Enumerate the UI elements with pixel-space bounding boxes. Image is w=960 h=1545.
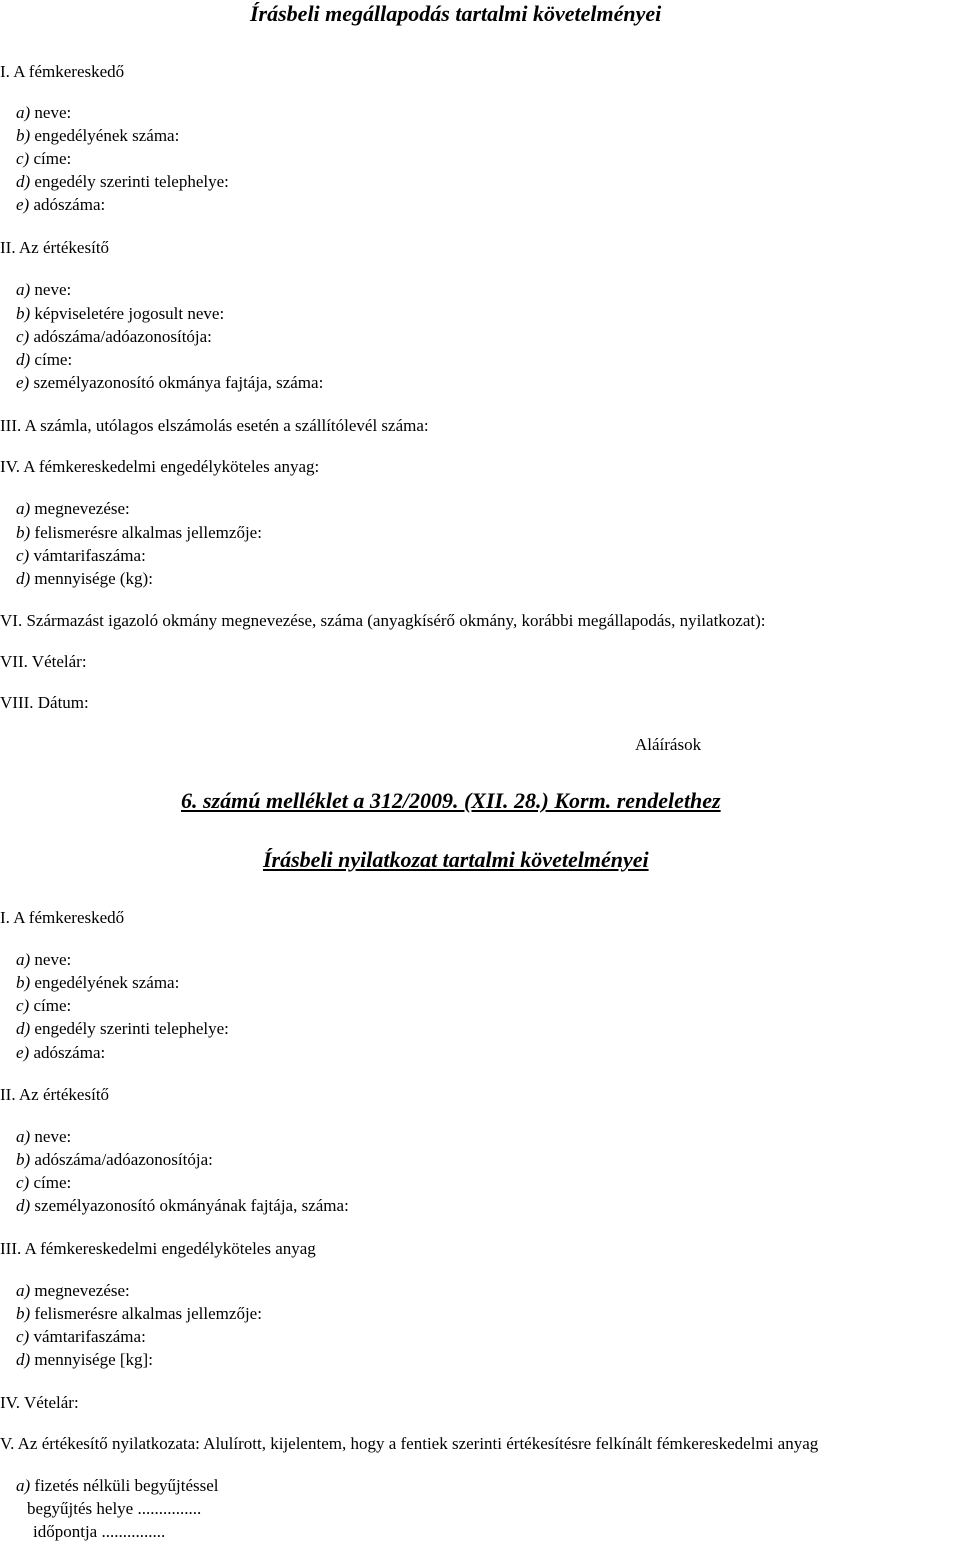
list-item: d) mennyisége [kg]: — [16, 1350, 153, 1369]
signatures-label: Aláírások — [635, 735, 702, 754]
list-item: b) adószáma/adóazonosítója: — [16, 1150, 213, 1169]
list-item: c) címe: — [16, 149, 72, 168]
option-a-line: a) fizetés nélküli begyűjtéssel — [16, 1476, 219, 1495]
annex-title: 6. számú melléklet a 312/2009. (XII. 28.) Korm. rendelethez — [181, 788, 721, 813]
form2-title: Írásbeli nyilatkozat tartalmi követelményei — [263, 847, 649, 872]
list-item: e) adószáma: — [16, 195, 106, 214]
form1-section-8-heading: VIII. Dátum: — [0, 693, 89, 712]
list-item: a) neve: — [16, 1127, 72, 1146]
list-item: d) címe: — [16, 350, 73, 369]
form1-section-1-heading: I. A fémkereskedő — [0, 62, 125, 81]
list-item: e) személyazonosító okmánya fajtája, száma: — [16, 373, 324, 392]
form1-section-2-heading: II. Az értékesítő — [0, 238, 110, 257]
list-item: a) neve: — [16, 950, 72, 969]
list-item: e) adószáma: — [16, 1043, 106, 1062]
form1-section-6-heading: VI. Származást igazoló okmány megnevezése, száma (anyagkísérő okmány, korábbi megállapodás, nyilatkozat): — [0, 611, 766, 630]
list-item: a) megnevezése: — [16, 1281, 130, 1300]
list-item: c) vámtarifaszáma: — [16, 546, 146, 565]
list-item: a) megnevezése: — [16, 499, 130, 518]
list-item: b) felismerésre alkalmas jellemzője: — [16, 523, 262, 542]
form1-section-4-heading: IV. A fémkereskedelmi engedélyköteles anyag: — [0, 457, 320, 476]
list-item: d) személyazonosító okmányának fajtája, száma: — [16, 1196, 349, 1215]
list-item: b) felismerésre alkalmas jellemzője: — [16, 1304, 262, 1323]
form2-section-3-heading: III. A fémkereskedelmi engedélyköteles anyag — [0, 1239, 316, 1258]
form1-section-7-heading: VII. Vételár: — [0, 652, 87, 671]
form1-title: Írásbeli megállapodás tartalmi követelményei — [250, 1, 662, 26]
collection-time-line: időpontja ............... — [33, 1522, 166, 1541]
list-item: c) címe: — [16, 996, 72, 1015]
list-item: d) mennyisége (kg): — [16, 569, 153, 588]
list-item: a) neve: — [16, 280, 72, 299]
list-item: b) engedélyének száma: — [16, 126, 180, 145]
list-item: c) vámtarifaszáma: — [16, 1327, 146, 1346]
form2-section-2-heading: II. Az értékesítő — [0, 1085, 110, 1104]
list-item: c) címe: — [16, 1173, 72, 1192]
form2-section-1-heading: I. A fémkereskedő — [0, 908, 125, 927]
list-item: a) neve: — [16, 103, 72, 122]
form1-section-3-heading: III. A számla, utólagos elszámolás esetén a szállítólevél száma: — [0, 416, 429, 435]
list-item: d) engedély szerinti telephelye: — [16, 172, 229, 191]
collection-place-line: begyűjtés helye ............... — [27, 1499, 202, 1518]
list-item: c) adószáma/adóazonosítója: — [16, 327, 212, 346]
list-item: b) képviseletére jogosult neve: — [16, 304, 225, 323]
form2-section-5-heading: V. Az értékesítő nyilatkozata: Alulírott, kijelentem, hogy a fentiek szerinti értékesítésre felkínált fémkereskedelmi anyag — [0, 1434, 819, 1453]
list-item: b) engedélyének száma: — [16, 973, 180, 992]
list-item: d) engedély szerinti telephelye: — [16, 1019, 229, 1038]
form2-section-4-heading: IV. Vételár: — [0, 1393, 79, 1412]
